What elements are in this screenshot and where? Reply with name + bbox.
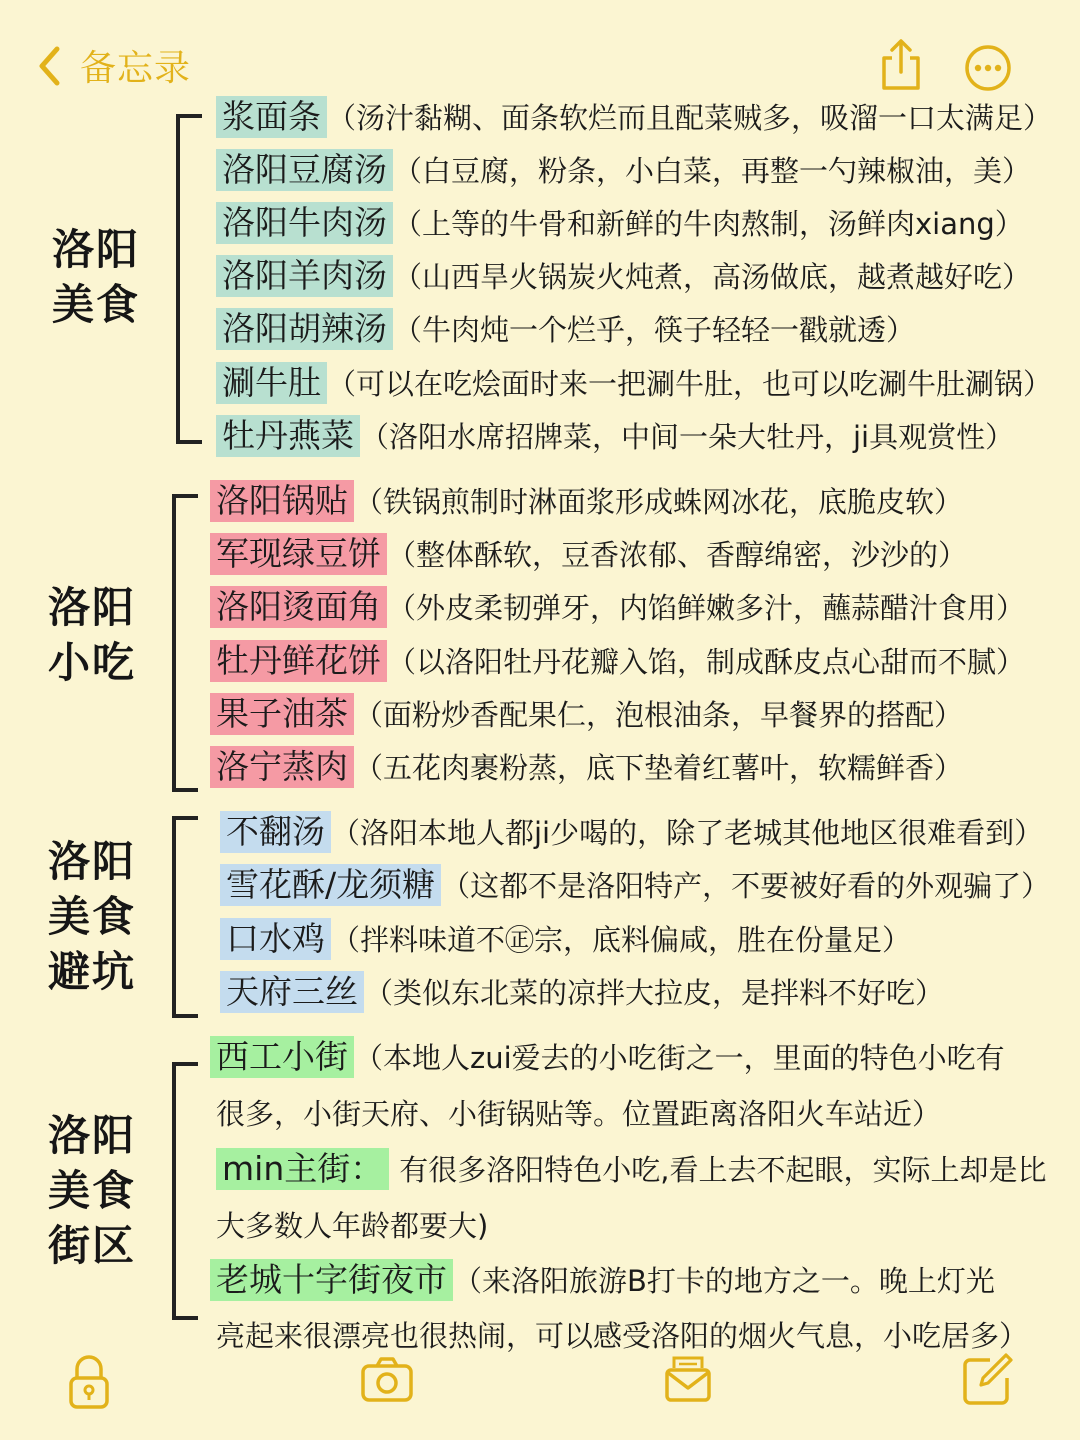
street-item — [216, 1148, 1046, 1193]
snack-name: 牡丹鲜花饼 — [210, 640, 387, 682]
street-name: 老城十字街夜市 — [210, 1259, 453, 1301]
snack-desc: （以洛阳牡丹花瓣入馅，制成酥皮点心甜而不腻） — [387, 645, 1026, 679]
street-desc-continued: 大多数人年龄都要大) — [216, 1209, 489, 1243]
pitfall-item — [220, 971, 944, 1016]
section-title: 洛阳 美食 — [52, 225, 141, 329]
pitfall-desc: （类似东北菜的凉拌大拉皮，是拌料不好吃） — [364, 976, 945, 1010]
food-item — [216, 255, 1031, 300]
street-desc-continued: 亮起来很漂亮也很热闹，可以感受洛阳的烟火气息，小吃居多） — [216, 1319, 1029, 1353]
food-desc: （山西旱火锅炭火炖煮，高汤做底，越煮越好吃） — [393, 260, 1032, 294]
snack-name: 军现绿豆饼 — [210, 533, 387, 575]
snack-item — [210, 693, 963, 738]
pitfall-name: 雪花酥/龙须糖 — [220, 864, 441, 906]
compose-icon[interactable] — [962, 1352, 1014, 1406]
food-name: 浆面条 — [216, 96, 327, 138]
snack-desc: （面粉炒香配果仁，泡根油条，早餐界的搭配） — [354, 698, 964, 732]
food-item — [216, 415, 1014, 460]
food-name: 洛阳豆腐汤 — [216, 149, 393, 191]
snack-name: 洛阳锅贴 — [210, 480, 354, 522]
street-item — [210, 1036, 1005, 1081]
section-title: 洛阳 美食 避坑 — [48, 837, 137, 996]
food-desc: （汤汁黏糊、面条软烂而且配菜贼多，吸溜一口太满足） — [327, 101, 1053, 135]
pitfall-desc: （洛阳本地人都ji少喝的，除了老城其他地区很难看到） — [331, 816, 1044, 850]
pitfall-name: 口水鸡 — [220, 918, 331, 960]
snack-item — [210, 533, 967, 578]
street-desc: （本地人zui爱去的小吃街之一，里面的特色小吃有 — [354, 1041, 1005, 1075]
food-desc: （牛肉炖一个烂乎，筷子轻轻一戳就透） — [393, 313, 916, 347]
street-desc: （来洛阳旅游B打卡的地方之一。晚上灯光 — [453, 1264, 995, 1298]
food-name: 洛阳胡辣汤 — [216, 308, 393, 350]
mail-icon[interactable] — [664, 1354, 712, 1404]
snack-name: 果子油茶 — [210, 693, 354, 735]
top-bar — [0, 0, 1080, 100]
food-name: 洛阳羊肉汤 — [216, 255, 393, 297]
back-label: 备忘录 — [80, 48, 192, 89]
pitfall-name: 不翻汤 — [220, 811, 331, 853]
snack-item — [210, 480, 963, 525]
street-name: 西工小街 — [210, 1036, 354, 1078]
section-title: 洛阳 美食 街区 — [48, 1111, 137, 1270]
pitfall-item — [220, 918, 911, 963]
food-desc: （可以在吃烩面时来一把涮牛肚，也可以吃涮牛肚涮锅） — [327, 367, 1053, 401]
food-name: 涮牛肚 — [216, 362, 327, 404]
food-item — [216, 149, 1031, 194]
snack-desc: （外皮柔韧弹牙，内馅鲜嫩多汁，蘸蒜醋汁食用） — [387, 591, 1026, 625]
food-name: 牡丹燕菜 — [216, 415, 360, 457]
pitfall-desc: （这都不是洛阳特产，不要被好看的外观骗了） — [441, 869, 1051, 903]
chevron-left-icon — [38, 46, 60, 86]
pitfall-item — [220, 811, 1043, 856]
pitfall-name: 天府三丝 — [220, 971, 364, 1013]
share-icon[interactable] — [878, 38, 924, 92]
section-bracket — [172, 494, 198, 792]
street-desc-continued: 很多，小街天府、小街锅贴等。位置距离洛阳火车站近） — [216, 1097, 942, 1131]
pitfall-desc: （拌料味道不㊣宗，底料偏咸，胜在份量足） — [331, 923, 912, 957]
food-item — [216, 96, 1052, 141]
snack-desc: （整体酥软，豆香浓郁、香醇绵密，沙沙的） — [387, 538, 968, 572]
snack-name: 洛阳烫面角 — [210, 586, 387, 628]
food-item — [216, 308, 915, 353]
snack-item — [210, 586, 1025, 631]
lock-icon[interactable] — [68, 1354, 110, 1410]
more-options-icon[interactable] — [964, 44, 1012, 92]
snack-desc: （铁锅煎制时淋面浆形成蛛网冰花，底脆皮软） — [354, 485, 964, 519]
camera-icon[interactable] — [360, 1354, 414, 1404]
section-bracket — [172, 1062, 198, 1320]
section-title: 洛阳 小吃 — [48, 583, 137, 687]
food-name: 洛阳牛肉汤 — [216, 202, 393, 244]
street-desc: 有很多洛阳特色小吃,看上去不起眼，实际上却是比 — [399, 1153, 1047, 1187]
snack-desc: （五花肉裹粉蒸，底下垫着红薯叶，软糯鲜香） — [354, 751, 964, 785]
food-desc: （上等的牛骨和新鲜的牛肉熬制，汤鲜肉xiang） — [393, 207, 1024, 241]
street-item — [210, 1259, 995, 1304]
snack-name: 洛宁蒸肉 — [210, 746, 354, 788]
back-button[interactable] — [38, 40, 191, 91]
food-item — [216, 362, 1052, 407]
snack-item — [210, 640, 1025, 685]
food-desc: （白豆腐，粉条，小白菜，再整一勺辣椒油，美） — [393, 154, 1032, 188]
section-bracket — [172, 816, 198, 1018]
street-name: min主街： — [216, 1148, 389, 1190]
food-desc: （洛阳水席招牌菜，中间一朵大牡丹，ji具观赏性） — [360, 420, 1015, 454]
food-item — [216, 202, 1024, 247]
pitfall-item — [220, 864, 1050, 909]
section-bracket — [176, 114, 202, 444]
snack-item — [210, 746, 963, 791]
